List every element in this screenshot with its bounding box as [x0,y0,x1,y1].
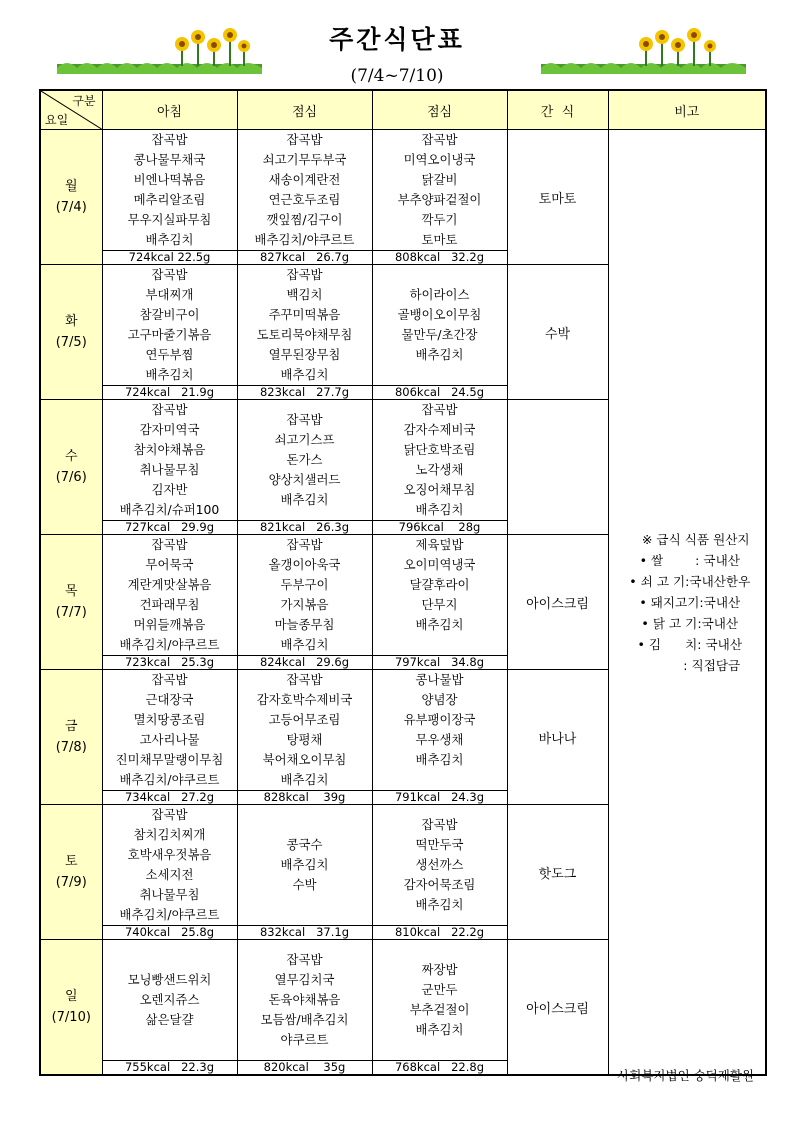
menu-item: 잡곡밥 [151,807,188,822]
menu-item: 떡만두국 [415,837,464,852]
snack-cell: 핫도그 [507,805,608,940]
menu-item: 생선까스 [415,857,464,872]
origin-line: • 김 치: 국내산 [637,636,743,652]
origin-line: • 쌀 : 국내산 [639,552,740,568]
menu-items [103,940,237,1060]
menu-item: 모닝빵샌드위치 [127,972,212,987]
menu-item: 오징어채무침 [403,482,476,497]
calorie-protein-info: 828kcal 39g [238,790,372,804]
menu-item: 취나물무침 [139,887,200,902]
menu-item: 콩나물무채국 [133,152,206,167]
lunch-cell [237,940,372,1076]
calorie-protein-info: 727kcal 29.9g [103,520,237,534]
menu-item: 계란게맛살볶음 [127,577,212,592]
menu-item: 쇠고기무두부국 [262,152,347,167]
menu-item: 잡곡밥 [151,132,188,147]
menu-item: 군만두 [421,982,458,997]
breakfast-cell [102,535,237,670]
menu-item: 배추김치 [280,637,329,652]
menu-items [373,265,507,385]
menu-item: 배추김치 [280,492,329,507]
header-category-label: 구분 [72,94,96,108]
day-date: (7/6) [55,470,87,485]
snack-cell: 수박 [507,265,608,400]
menu-item: 노각생채 [415,462,464,477]
menu-item: 배추김치/야쿠르트 [119,772,220,787]
menu-item: 부대찌개 [145,287,194,302]
menu-item: 무우지실파무침 [127,212,212,227]
day-date: (7/4) [55,200,87,215]
dinner-cell [372,400,507,535]
menu-item: 돈가스 [286,452,323,467]
header-dinner: 점심 [372,90,507,130]
calorie-protein-info: 791kcal 24.3g [373,790,507,804]
menu-item: 메추리알조림 [133,192,206,207]
menu-item: 오렌지쥬스 [139,992,200,1007]
menu-item: 삶은달걀 [145,1012,194,1027]
snack-cell: 아이스크림 [507,535,608,670]
breakfast-cell [102,805,237,940]
day-name: 수 [64,449,78,464]
menu-item: 깻잎찜/김구이 [266,212,343,227]
menu-items [103,535,237,655]
menu-items [103,400,237,520]
menu-item: 배추김치/슈퍼100 [119,502,220,517]
menu-item: 달걀후라이 [409,577,470,592]
menu-item: 단무지 [421,597,458,612]
calorie-protein-info: 768kcal 22.8g [373,1060,507,1074]
header-day-label: 요일 [45,113,69,127]
menu-item: 건파래무침 [139,597,200,612]
day-date: (7/5) [55,335,87,350]
menu-item: 잡곡밥 [151,267,188,282]
menu-item: 잡곡밥 [421,402,458,417]
organization-footer: 사회복지법인 숭덕재활원 [617,1068,754,1083]
day-label-cell [40,130,102,265]
lunch-cell [237,805,372,940]
menu-item: 배추김치 [280,857,329,872]
menu-item: 배추김치 [145,232,194,247]
menu-item: 잡곡밥 [421,817,458,832]
calorie-protein-info: 797kcal 34.8g [373,655,507,669]
menu-item: 잡곡밥 [421,132,458,147]
menu-item: 배추김치 [280,367,329,382]
menu-item: 배추김치 [415,897,464,912]
calorie-protein-info: 806kcal 24.5g [373,385,507,399]
snack-cell [507,400,608,535]
menu-item: 도토리묵야채무침 [256,327,353,342]
snack-cell: 아이스크림 [507,940,608,1076]
menu-item: 배추김치 [280,772,329,787]
menu-item: 닭갈비 [421,172,458,187]
menu-items [238,805,372,925]
menu-items [238,940,372,1060]
menu-item: 소세지전 [145,867,194,882]
menu-item: 멸치땅콩조림 [133,712,206,727]
origin-title: ※ 급식 식품 원산지 [641,531,750,547]
menu-item: 닭단호박조림 [403,442,476,457]
day-name: 일 [64,989,78,1004]
calorie-protein-info: 808kcal 32.2g [373,250,507,264]
menu-item: 짜장밥 [421,962,458,977]
menu-item: 배추김치 [415,502,464,517]
lunch-cell [237,670,372,805]
menu-items [373,670,507,790]
calorie-protein-info: 821kcal 26.3g [238,520,372,534]
menu-item: 취나물무침 [139,462,200,477]
menu-item: 감자수제비국 [403,422,476,437]
menu-item: 골뱅이오이무침 [397,307,482,322]
menu-item: 콩국수 [286,837,323,852]
dinner-cell [372,265,507,400]
calorie-protein-info: 827kcal 26.7g [238,250,372,264]
menu-item: 부추양파겉절이 [397,192,482,207]
menu-item: 콩나물밥 [415,672,464,687]
menu-item: 수박 [292,877,317,892]
menu-item: 김자반 [151,482,188,497]
day-label-cell [40,400,102,535]
dinner-cell [372,805,507,940]
menu-item: 무어묵국 [145,557,194,572]
menu-item: 잡곡밥 [286,537,323,552]
menu-item: 배추김치 [415,752,464,767]
weekly-menu-table [39,89,767,1076]
dinner-cell [372,940,507,1076]
menu-item: 근대장국 [145,692,194,707]
calorie-protein-info: 723kcal 25.3g [103,655,237,669]
menu-item: 감자호박수제비국 [256,692,353,707]
menu-period: (7/4~7/10) [350,66,444,86]
snack-cell: 토마토 [507,130,608,265]
day-label-cell [40,940,102,1076]
calorie-protein-info: 810kcal 22.2g [373,925,507,939]
menu-item: 주꾸미떡볶음 [268,307,341,322]
dinner-cell [372,670,507,805]
menu-item: 오이미역냉국 [403,557,476,572]
menu-item: 쇠고기스프 [274,432,335,447]
menu-item: 깍두기 [421,212,458,227]
menu-item: 고사리나물 [139,732,200,747]
snack-cell: 바나나 [507,670,608,805]
breakfast-cell [102,940,237,1076]
dinner-cell [372,535,507,670]
lunch-cell [237,535,372,670]
menu-item: 잡곡밥 [286,952,323,967]
calorie-protein-info: 740kcal 25.8g [103,925,237,939]
day-name: 금 [64,719,78,734]
menu-items [103,265,237,385]
menu-items [238,130,372,250]
menu-item: 비엔나떡볶음 [133,172,206,187]
menu-item: 백김치 [286,287,323,302]
calorie-protein-info: 820kcal 35g [238,1060,372,1074]
menu-items [373,400,507,520]
origin-info [609,529,766,676]
menu-item: 연두부찜 [145,347,194,362]
day-name: 화 [64,314,78,329]
menu-items [373,535,507,655]
menu-item: 배추김치/야쿠르트 [119,907,220,922]
header-breakfast: 아침 [102,90,237,130]
lunch-cell [237,130,372,265]
menu-item: 배추김치 [415,617,464,632]
menu-item: 새송이계란전 [268,172,341,187]
calorie-protein-info: 755kcal 22.3g [103,1060,237,1074]
breakfast-cell [102,400,237,535]
menu-items [103,805,237,925]
origin-line: • 돼지고기:국내산 [639,594,741,610]
calorie-protein-info: 823kcal 27.7g [238,385,372,399]
lunch-cell [237,265,372,400]
menu-item: 잡곡밥 [151,672,188,687]
calorie-protein-info: 734kcal 27.2g [103,790,237,804]
header-snack: 간 식 [507,90,608,130]
menu-item: 진미채무말랭이무침 [115,752,224,767]
menu-items [373,805,507,925]
menu-item: 올갱이아욱국 [268,557,341,572]
menu-item: 연근호두조림 [268,192,341,207]
sunflower-decoration-right [541,24,746,78]
menu-item: 잡곡밥 [286,412,323,427]
calorie-protein-info: 832kcal 37.1g [238,925,372,939]
menu-item: 양념장 [421,692,458,707]
sunflower-decoration-left [57,24,262,78]
menu-item: 고구마줄기볶음 [127,327,212,342]
page-title: 주간식단표 [329,25,465,54]
menu-item: 탕평채 [286,732,323,747]
breakfast-cell [102,130,237,265]
menu-item: 배추김치/야쿠르트 [119,637,220,652]
menu-item: 참치야채볶음 [133,442,206,457]
breakfast-cell [102,265,237,400]
menu-item: 배추김치/야쿠르트 [254,232,355,247]
day-label-cell [40,805,102,940]
menu-item: 머위들깨볶음 [133,617,206,632]
lunch-cell [237,400,372,535]
menu-items [238,265,372,385]
header-row [40,90,766,130]
menu-item: 북어채오이무침 [262,752,347,767]
day-date: (7/10) [51,1010,91,1025]
menu-item: 배추김치 [415,347,464,362]
menu-item: 배추김치 [145,367,194,382]
menu-item: 무우생채 [415,732,464,747]
menu-item: 돈육야채볶음 [268,992,341,1007]
header-lunch: 점심 [237,90,372,130]
day-label-cell [40,535,102,670]
menu-items [373,940,507,1060]
header-note: 비고 [608,90,766,130]
menu-item: 미역오이냉국 [403,152,476,167]
menu-item: 잡곡밥 [151,537,188,552]
menu-item: 호박새우젓볶음 [127,847,212,862]
menu-item: 참치김치찌개 [133,827,206,842]
day-name: 목 [64,584,78,599]
menu-item: 하이라이스 [409,287,470,302]
menu-item: 양상치샐러드 [268,472,341,487]
dinner-cell [372,130,507,265]
menu-item: 제육덮밥 [415,537,464,552]
menu-item: 모듬쌈/배추김치 [260,1012,349,1027]
note-cell [608,130,766,1076]
menu-item: 감자어묵조림 [403,877,476,892]
menu-item: 유부팽이장국 [403,712,476,727]
menu-items [373,130,507,250]
menu-item: 야쿠르트 [280,1032,329,1047]
origin-line: : 직접담금 [639,657,741,673]
menu-item: 두부구이 [280,577,329,592]
day-date: (7/9) [55,875,87,890]
menu-item: 열무된장무침 [268,347,341,362]
day-row [40,130,766,265]
menu-item: 잡곡밥 [286,132,323,147]
calorie-protein-info: 824kcal 29.6g [238,655,372,669]
menu-item: 토마토 [421,232,458,247]
breakfast-cell [102,670,237,805]
day-date: (7/7) [55,605,87,620]
menu-item: 물만두/초간장 [401,327,478,342]
day-name: 토 [64,854,78,869]
day-label-cell [40,265,102,400]
calorie-protein-info: 724kcal 22.5g [103,250,237,264]
menu-item: 마늘종무침 [274,617,335,632]
calorie-protein-info: 796kcal 28g [373,520,507,534]
menu-item: 가지볶음 [280,597,329,612]
calorie-protein-info: 724kcal 21.9g [103,385,237,399]
origin-line: • 쇠 고 기:국내산한우 [629,573,751,589]
menu-items [103,670,237,790]
menu-item: 고등어무조림 [268,712,341,727]
menu-item: 배추김치 [415,1022,464,1037]
menu-items [238,670,372,790]
day-label-cell [40,670,102,805]
menu-item: 감자미역국 [139,422,200,437]
header-diagonal-cell [40,90,102,130]
menu-items [238,400,372,520]
menu-item: 잡곡밥 [286,672,323,687]
menu-item: 잡곡밥 [286,267,323,282]
menu-item: 잡곡밥 [151,402,188,417]
menu-item: 참갈비구이 [139,307,200,322]
menu-item: 부추겉절이 [409,1002,470,1017]
day-name: 월 [64,179,78,194]
menu-items [103,130,237,250]
day-date: (7/8) [55,740,87,755]
menu-item: 열무김치국 [274,972,335,987]
origin-line: • 닭 고 기:국내산 [641,615,739,631]
menu-items [238,535,372,655]
